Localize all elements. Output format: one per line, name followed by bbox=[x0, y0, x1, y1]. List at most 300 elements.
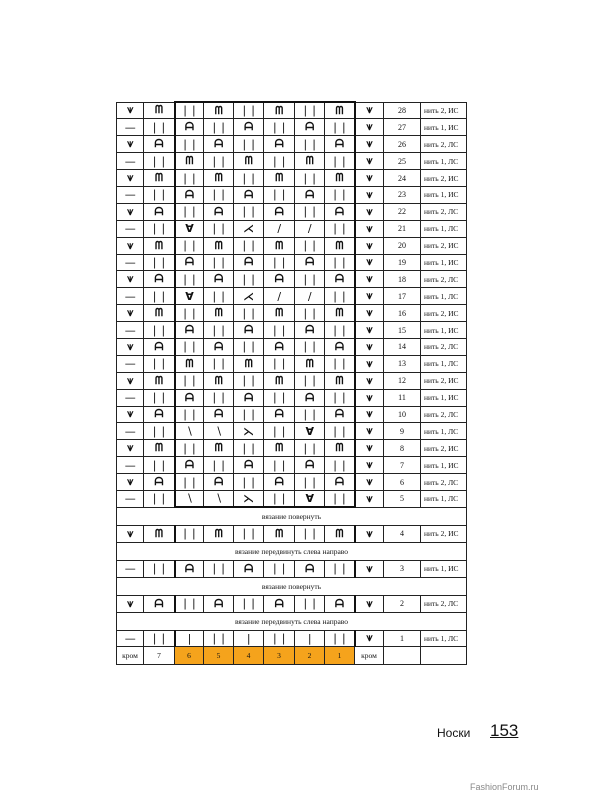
stitch-cell: ᗩ bbox=[325, 406, 355, 423]
stitch-cell: ⩛ bbox=[355, 186, 384, 203]
stitch-cell: ❘❘ bbox=[264, 119, 295, 136]
stitch-cell: ᗩ bbox=[144, 338, 175, 355]
row-number: 20 bbox=[384, 237, 421, 254]
stitch-cell: ᗰ bbox=[204, 525, 234, 542]
stitch-cell: ❘❘ bbox=[325, 423, 355, 440]
chart-row bbox=[117, 119, 467, 136]
stitch-cell: ⩛ bbox=[355, 490, 384, 507]
stitch-cell: ᗰ bbox=[325, 525, 355, 542]
chart-row bbox=[117, 322, 467, 339]
stitch-cell: ∕ bbox=[264, 288, 295, 305]
stitch-cell: ❘❘ bbox=[234, 305, 264, 322]
stitch-cell: ᗩ bbox=[204, 406, 234, 423]
row-description: нить 1, ИС bbox=[421, 389, 467, 406]
stitch-cell: ❘❘ bbox=[175, 271, 204, 288]
row-description: нить 2, ИС bbox=[421, 372, 467, 389]
stitch-cell: ❘❘ bbox=[204, 220, 234, 237]
stitch-cell: ⩛ bbox=[355, 338, 384, 355]
stitch-cell: ⩛ bbox=[355, 102, 384, 119]
row-number: 12 bbox=[384, 372, 421, 389]
stitch-cell: ❘❘ bbox=[144, 389, 175, 406]
stitch-cell: ᗰ bbox=[144, 170, 175, 187]
stitch-cell: ᗩ bbox=[234, 389, 264, 406]
stitch-cell: — bbox=[117, 560, 144, 577]
stitch-cell: ᗰ bbox=[264, 237, 295, 254]
stitch-cell: ⩛ bbox=[355, 271, 384, 288]
stitch-cell: ᗰ bbox=[325, 170, 355, 187]
stitch-cell: ᗰ bbox=[204, 237, 234, 254]
chart-note: вязание повернуть bbox=[117, 577, 467, 595]
stitch-cell: ᗩ bbox=[175, 560, 204, 577]
stitch-cell: ⩛ bbox=[117, 102, 144, 119]
stitch-cell: ᗰ bbox=[144, 440, 175, 457]
stitch-cell: ᗩ bbox=[234, 322, 264, 339]
chart-note: вязание передвинуть слева направо bbox=[117, 612, 467, 630]
stitch-cell: ❘❘ bbox=[144, 355, 175, 372]
stitch-cell: ❘❘ bbox=[234, 136, 264, 153]
row-number: 8 bbox=[384, 440, 421, 457]
stitch-cell: ⩛ bbox=[355, 322, 384, 339]
row-number: 5 bbox=[384, 490, 421, 507]
stitch-cell: ❘❘ bbox=[295, 474, 325, 491]
stitch-cell: ᗩ bbox=[264, 474, 295, 491]
stitch-cell: ᗰ bbox=[325, 440, 355, 457]
stitch-cell: ❘❘ bbox=[234, 170, 264, 187]
stitch-cell: ❘❘ bbox=[295, 271, 325, 288]
stitch-cell: ⩛ bbox=[355, 474, 384, 491]
stitch-cell: ∀ bbox=[175, 220, 204, 237]
stitch-cell: ❘❘ bbox=[295, 136, 325, 153]
column-number: кром bbox=[355, 647, 384, 665]
stitch-cell: ∖ bbox=[204, 423, 234, 440]
stitch-cell: ❘❘ bbox=[295, 406, 325, 423]
stitch-cell: ⩛ bbox=[355, 372, 384, 389]
row-number: 4 bbox=[384, 525, 421, 542]
stitch-cell: ❘❘ bbox=[234, 372, 264, 389]
stitch-cell: ❘❘ bbox=[325, 186, 355, 203]
stitch-cell: ❘❘ bbox=[234, 271, 264, 288]
stitch-cell: ᗩ bbox=[264, 595, 295, 612]
row-number: 2 bbox=[384, 595, 421, 612]
stitch-cell: ᗩ bbox=[325, 338, 355, 355]
page-number: 153 bbox=[490, 721, 519, 740]
stitch-cell: ❘❘ bbox=[144, 490, 175, 507]
stitch-cell: ᗩ bbox=[325, 203, 355, 220]
stitch-cell: ❘❘ bbox=[144, 322, 175, 339]
row-number: 10 bbox=[384, 406, 421, 423]
row-description: нить 2, ЛС bbox=[421, 136, 467, 153]
stitch-cell: ❘❘ bbox=[204, 119, 234, 136]
stitch-cell: ⩛ bbox=[355, 254, 384, 271]
stitch-cell: ᗩ bbox=[144, 271, 175, 288]
stitch-cell: ᗰ bbox=[264, 525, 295, 542]
stitch-cell: ᗩ bbox=[234, 119, 264, 136]
stitch-cell: ⩛ bbox=[355, 237, 384, 254]
stitch-cell: ᗩ bbox=[204, 595, 234, 612]
chart-row bbox=[117, 630, 467, 647]
stitch-cell: ❘❘ bbox=[264, 322, 295, 339]
stitch-cell: ❘❘ bbox=[264, 153, 295, 170]
row-description: нить 1, ИС bbox=[421, 560, 467, 577]
stitch-cell: — bbox=[117, 288, 144, 305]
stitch-cell: ❘❘ bbox=[295, 372, 325, 389]
row-number: 13 bbox=[384, 355, 421, 372]
stitch-cell: ᗰ bbox=[144, 305, 175, 322]
stitch-cell: ᗰ bbox=[264, 372, 295, 389]
stitch-cell: ᗩ bbox=[325, 271, 355, 288]
chart-row bbox=[117, 271, 467, 288]
stitch-cell: ᗩ bbox=[234, 560, 264, 577]
stitch-cell: ⩛ bbox=[117, 406, 144, 423]
stitch-cell: ❘❘ bbox=[234, 525, 264, 542]
stitch-cell: ❘❘ bbox=[325, 220, 355, 237]
stitch-cell: ❘❘ bbox=[234, 237, 264, 254]
stitch-cell: ∖ bbox=[175, 423, 204, 440]
stitch-cell: ᗩ bbox=[204, 203, 234, 220]
chart-row bbox=[117, 389, 467, 406]
chart-row bbox=[117, 372, 467, 389]
stitch-cell: ᗩ bbox=[175, 389, 204, 406]
stitch-cell: ⩛ bbox=[355, 525, 384, 542]
row-description: нить 2, ЛС bbox=[421, 474, 467, 491]
stitch-cell: ❘❘ bbox=[325, 153, 355, 170]
stitch-cell: ❘❘ bbox=[234, 406, 264, 423]
stitch-cell: ⩛ bbox=[355, 595, 384, 612]
row-number: 21 bbox=[384, 220, 421, 237]
stitch-cell: ᗰ bbox=[175, 355, 204, 372]
stitch-cell: ⩛ bbox=[355, 136, 384, 153]
row-number: 18 bbox=[384, 271, 421, 288]
stitch-cell: ❘❘ bbox=[264, 457, 295, 474]
stitch-cell: ᗩ bbox=[175, 457, 204, 474]
stitch-cell: ❘❘ bbox=[295, 102, 325, 119]
stitch-cell: ∖ bbox=[175, 490, 204, 507]
row-number: 24 bbox=[384, 170, 421, 187]
stitch-cell: | bbox=[295, 630, 325, 647]
stitch-cell: ᗰ bbox=[295, 355, 325, 372]
stitch-cell: ᗰ bbox=[204, 372, 234, 389]
chart-row bbox=[117, 406, 467, 423]
row-description: нить 1, ИС bbox=[421, 186, 467, 203]
stitch-cell: ⩛ bbox=[355, 457, 384, 474]
stitch-cell: ❘❘ bbox=[295, 525, 325, 542]
stitch-cell: ❘❘ bbox=[234, 203, 264, 220]
stitch-cell: ❘❘ bbox=[204, 186, 234, 203]
stitch-cell: ᗩ bbox=[175, 186, 204, 203]
column-number: 7 bbox=[144, 647, 175, 665]
chart-row bbox=[117, 237, 467, 254]
chart-note-row bbox=[117, 507, 467, 525]
stitch-cell: ᗩ bbox=[325, 595, 355, 612]
stitch-cell: ❘❘ bbox=[175, 440, 204, 457]
stitch-cell: ᗩ bbox=[204, 136, 234, 153]
row-number: 17 bbox=[384, 288, 421, 305]
chart-row bbox=[117, 102, 467, 119]
stitch-cell: ᗩ bbox=[204, 271, 234, 288]
stitch-cell: ❘❘ bbox=[264, 560, 295, 577]
stitch-cell: ❘❘ bbox=[264, 630, 295, 647]
stitch-cell: ❘❘ bbox=[175, 474, 204, 491]
chart-row bbox=[117, 525, 467, 542]
stitch-cell: — bbox=[117, 423, 144, 440]
stitch-cell: ❘❘ bbox=[144, 220, 175, 237]
row-number: 16 bbox=[384, 305, 421, 322]
stitch-cell: ❘❘ bbox=[144, 560, 175, 577]
stitch-cell: ᗩ bbox=[264, 406, 295, 423]
row-description: нить 2, ЛС bbox=[421, 203, 467, 220]
stitch-cell: ᗩ bbox=[175, 322, 204, 339]
stitch-cell: ⩛ bbox=[117, 372, 144, 389]
stitch-cell: ⩛ bbox=[355, 389, 384, 406]
chart-row bbox=[117, 186, 467, 203]
stitch-cell: ❘❘ bbox=[144, 153, 175, 170]
stitch-cell: ⋋ bbox=[234, 490, 264, 507]
chart-row bbox=[117, 170, 467, 187]
stitch-cell: ❘❘ bbox=[204, 457, 234, 474]
stitch-cell: ᗩ bbox=[175, 254, 204, 271]
chart-row bbox=[117, 203, 467, 220]
stitch-cell: ❘❘ bbox=[204, 288, 234, 305]
stitch-cell: ❘❘ bbox=[325, 288, 355, 305]
stitch-cell: ᗩ bbox=[144, 474, 175, 491]
stitch-cell: ᗰ bbox=[204, 305, 234, 322]
stitch-cell: ❘❘ bbox=[264, 355, 295, 372]
stitch-cell: ❘❘ bbox=[204, 322, 234, 339]
stitch-cell: ❘❘ bbox=[175, 372, 204, 389]
stitch-cell: ᗩ bbox=[295, 560, 325, 577]
row-description: нить 2, ИС bbox=[421, 305, 467, 322]
chart-row bbox=[117, 288, 467, 305]
stitch-cell: ❘❘ bbox=[144, 288, 175, 305]
row-description: нить 1, ЛС bbox=[421, 288, 467, 305]
stitch-cell: ᗰ bbox=[144, 525, 175, 542]
stitch-cell: ᗰ bbox=[264, 440, 295, 457]
stitch-cell: ⩛ bbox=[117, 525, 144, 542]
stitch-cell: — bbox=[117, 186, 144, 203]
stitch-cell: ᗩ bbox=[325, 474, 355, 491]
column-number: 2 bbox=[295, 647, 325, 665]
stitch-cell: ⩛ bbox=[355, 406, 384, 423]
chart-row bbox=[117, 254, 467, 271]
stitch-cell: ❘❘ bbox=[204, 560, 234, 577]
stitch-cell: ᗩ bbox=[295, 322, 325, 339]
stitch-cell: ⋋ bbox=[234, 423, 264, 440]
stitch-cell: ❘❘ bbox=[144, 186, 175, 203]
chart-note: вязание передвинуть слева направо bbox=[117, 542, 467, 560]
stitch-cell: ❘❘ bbox=[204, 153, 234, 170]
stitch-cell: ᗩ bbox=[295, 119, 325, 136]
row-number: 28 bbox=[384, 102, 421, 119]
row-description: нить 1, ЛС bbox=[421, 153, 467, 170]
stitch-cell: ❘❘ bbox=[234, 474, 264, 491]
stitch-cell: ᗰ bbox=[204, 440, 234, 457]
stitch-cell: ❘❘ bbox=[175, 338, 204, 355]
stitch-cell: ᗩ bbox=[295, 389, 325, 406]
stitch-cell: ⩛ bbox=[355, 153, 384, 170]
row-description: нить 2, ЛС bbox=[421, 271, 467, 288]
footer-title: Носки bbox=[437, 726, 471, 740]
stitch-cell: ❘❘ bbox=[175, 525, 204, 542]
column-number: 5 bbox=[204, 647, 234, 665]
chart-row bbox=[117, 423, 467, 440]
stitch-cell: ᗩ bbox=[295, 186, 325, 203]
row-description: нить 1, ИС bbox=[421, 254, 467, 271]
stitch-cell: ❘❘ bbox=[325, 119, 355, 136]
row-description: нить 2, ИС bbox=[421, 102, 467, 119]
stitch-cell: ᗩ bbox=[234, 457, 264, 474]
column-number: 3 bbox=[264, 647, 295, 665]
stitch-cell: | bbox=[175, 630, 204, 647]
stitch-cell: ❘❘ bbox=[234, 338, 264, 355]
stitch-cell: ⩛ bbox=[117, 440, 144, 457]
row-description: нить 2, ИС bbox=[421, 237, 467, 254]
stitch-cell: ❘❘ bbox=[175, 102, 204, 119]
stitch-cell: ❘❘ bbox=[175, 595, 204, 612]
row-description: нить 2, ЛС bbox=[421, 406, 467, 423]
stitch-cell: ᗰ bbox=[234, 355, 264, 372]
stitch-cell: ❘❘ bbox=[204, 389, 234, 406]
stitch-cell: — bbox=[117, 254, 144, 271]
stitch-cell: — bbox=[117, 630, 144, 647]
stitch-cell: ❘❘ bbox=[204, 630, 234, 647]
stitch-cell: — bbox=[117, 119, 144, 136]
stitch-cell: ᗩ bbox=[264, 338, 295, 355]
stitch-cell: ⩛ bbox=[355, 630, 384, 647]
stitch-cell: ⩛ bbox=[117, 595, 144, 612]
stitch-cell: ᗰ bbox=[144, 102, 175, 119]
stitch-cell: — bbox=[117, 457, 144, 474]
stitch-cell: ᗩ bbox=[295, 457, 325, 474]
stitch-cell: ❘❘ bbox=[295, 440, 325, 457]
chart-row bbox=[117, 440, 467, 457]
stitch-cell: ⩛ bbox=[117, 338, 144, 355]
empty-cell bbox=[384, 647, 421, 665]
row-description: нить 1, ИС bbox=[421, 119, 467, 136]
stitch-cell: ᗩ bbox=[144, 595, 175, 612]
stitch-cell: ∕ bbox=[295, 288, 325, 305]
stitch-cell: ❘❘ bbox=[325, 457, 355, 474]
row-number: 23 bbox=[384, 186, 421, 203]
column-number: кром bbox=[117, 647, 144, 665]
stitch-cell: ⩛ bbox=[355, 560, 384, 577]
chart-row bbox=[117, 474, 467, 491]
stitch-cell: ᗰ bbox=[204, 170, 234, 187]
stitch-cell: ᗰ bbox=[144, 372, 175, 389]
row-number: 27 bbox=[384, 119, 421, 136]
row-number: 1 bbox=[384, 630, 421, 647]
row-description: нить 1, ЛС bbox=[421, 220, 467, 237]
stitch-cell: ❘❘ bbox=[264, 254, 295, 271]
stitch-cell: ❘❘ bbox=[295, 170, 325, 187]
chart-row bbox=[117, 220, 467, 237]
chart-row bbox=[117, 355, 467, 372]
stitch-cell: ❘❘ bbox=[144, 630, 175, 647]
stitch-cell: ᗰ bbox=[325, 237, 355, 254]
stitch-cell: ❘❘ bbox=[295, 237, 325, 254]
chart-footer-row bbox=[117, 647, 467, 665]
stitch-cell: ᗰ bbox=[175, 153, 204, 170]
row-number: 7 bbox=[384, 457, 421, 474]
row-description: нить 2, ЛС bbox=[421, 595, 467, 612]
stitch-cell: ⩛ bbox=[355, 305, 384, 322]
stitch-cell: ❘❘ bbox=[325, 389, 355, 406]
chart-row bbox=[117, 595, 467, 612]
column-number: 4 bbox=[234, 647, 264, 665]
stitch-cell: ❘❘ bbox=[264, 186, 295, 203]
stitch-cell: ᗩ bbox=[144, 406, 175, 423]
stitch-cell: — bbox=[117, 389, 144, 406]
stitch-cell: ❘❘ bbox=[325, 355, 355, 372]
stitch-cell: ᗩ bbox=[295, 254, 325, 271]
stitch-cell: ⩛ bbox=[117, 474, 144, 491]
stitch-cell: ᗩ bbox=[175, 119, 204, 136]
stitch-cell: ❘❘ bbox=[175, 406, 204, 423]
stitch-cell: ⩛ bbox=[355, 355, 384, 372]
stitch-cell: ⩛ bbox=[117, 271, 144, 288]
stitch-cell: ᗰ bbox=[264, 305, 295, 322]
row-number: 11 bbox=[384, 389, 421, 406]
stitch-cell: ❘❘ bbox=[295, 338, 325, 355]
stitch-cell: ᗰ bbox=[325, 372, 355, 389]
stitch-cell: ᗩ bbox=[264, 203, 295, 220]
stitch-cell: ᗩ bbox=[234, 254, 264, 271]
stitch-cell: — bbox=[117, 153, 144, 170]
empty-cell bbox=[421, 647, 467, 665]
stitch-cell: — bbox=[117, 355, 144, 372]
column-number: 1 bbox=[325, 647, 355, 665]
stitch-cell: ❘❘ bbox=[234, 440, 264, 457]
chart-row bbox=[117, 305, 467, 322]
stitch-cell: ⩛ bbox=[355, 220, 384, 237]
row-number: 22 bbox=[384, 203, 421, 220]
row-description: нить 1, ЛС bbox=[421, 630, 467, 647]
stitch-cell: ᗩ bbox=[144, 136, 175, 153]
row-number: 6 bbox=[384, 474, 421, 491]
stitch-cell: ∖ bbox=[204, 490, 234, 507]
row-description: нить 2, ЛС bbox=[421, 338, 467, 355]
stitch-cell: | bbox=[234, 630, 264, 647]
stitch-cell: ᗰ bbox=[144, 237, 175, 254]
stitch-cell: ∀ bbox=[175, 288, 204, 305]
chart-row bbox=[117, 153, 467, 170]
stitch-cell: ⩛ bbox=[355, 440, 384, 457]
row-number: 26 bbox=[384, 136, 421, 153]
stitch-cell: ᗩ bbox=[144, 203, 175, 220]
row-description: нить 1, ИС bbox=[421, 457, 467, 474]
row-number: 19 bbox=[384, 254, 421, 271]
stitch-cell: ⩛ bbox=[117, 305, 144, 322]
row-number: 25 bbox=[384, 153, 421, 170]
stitch-cell: ❘❘ bbox=[175, 237, 204, 254]
stitch-cell: — bbox=[117, 490, 144, 507]
stitch-cell: ❘❘ bbox=[204, 355, 234, 372]
watermark: FashionForum.ru bbox=[470, 782, 539, 792]
stitch-cell: — bbox=[117, 322, 144, 339]
stitch-cell: ᗩ bbox=[264, 136, 295, 153]
stitch-cell: ᗩ bbox=[234, 186, 264, 203]
stitch-cell: ❘❘ bbox=[144, 119, 175, 136]
stitch-cell: ᗩ bbox=[264, 271, 295, 288]
stitch-cell: ❘❘ bbox=[325, 322, 355, 339]
stitch-cell: ❘❘ bbox=[204, 254, 234, 271]
stitch-cell: ᗰ bbox=[325, 102, 355, 119]
stitch-cell: ∀ bbox=[295, 423, 325, 440]
chart-row bbox=[117, 490, 467, 507]
stitch-cell: ❘❘ bbox=[175, 170, 204, 187]
stitch-cell: ᗩ bbox=[204, 474, 234, 491]
stitch-cell: ❘❘ bbox=[175, 305, 204, 322]
stitch-cell: ❘❘ bbox=[295, 305, 325, 322]
